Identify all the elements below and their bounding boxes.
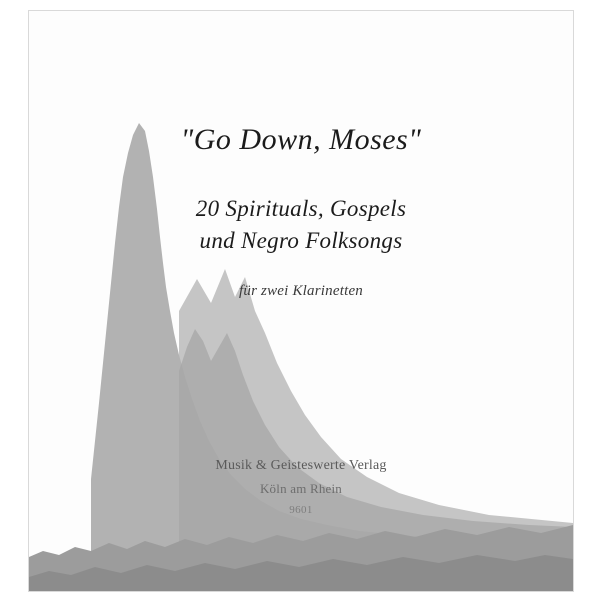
cover-instrumentation: für zwei Klarinetten xyxy=(239,283,363,299)
publisher-name: Musik & Geisteswerte Verlag xyxy=(215,458,387,473)
catalog-number: 9601 xyxy=(289,504,313,516)
cover-title: "Go Down, Moses" xyxy=(180,123,422,156)
cover-subtitle-line-1: 20 Spirituals, Gospels xyxy=(195,196,407,221)
cover-subtitle-line-2: und Negro Folksongs xyxy=(199,228,403,253)
sheet-music-cover xyxy=(28,10,574,592)
publisher-city: Köln am Rhein xyxy=(259,481,343,496)
